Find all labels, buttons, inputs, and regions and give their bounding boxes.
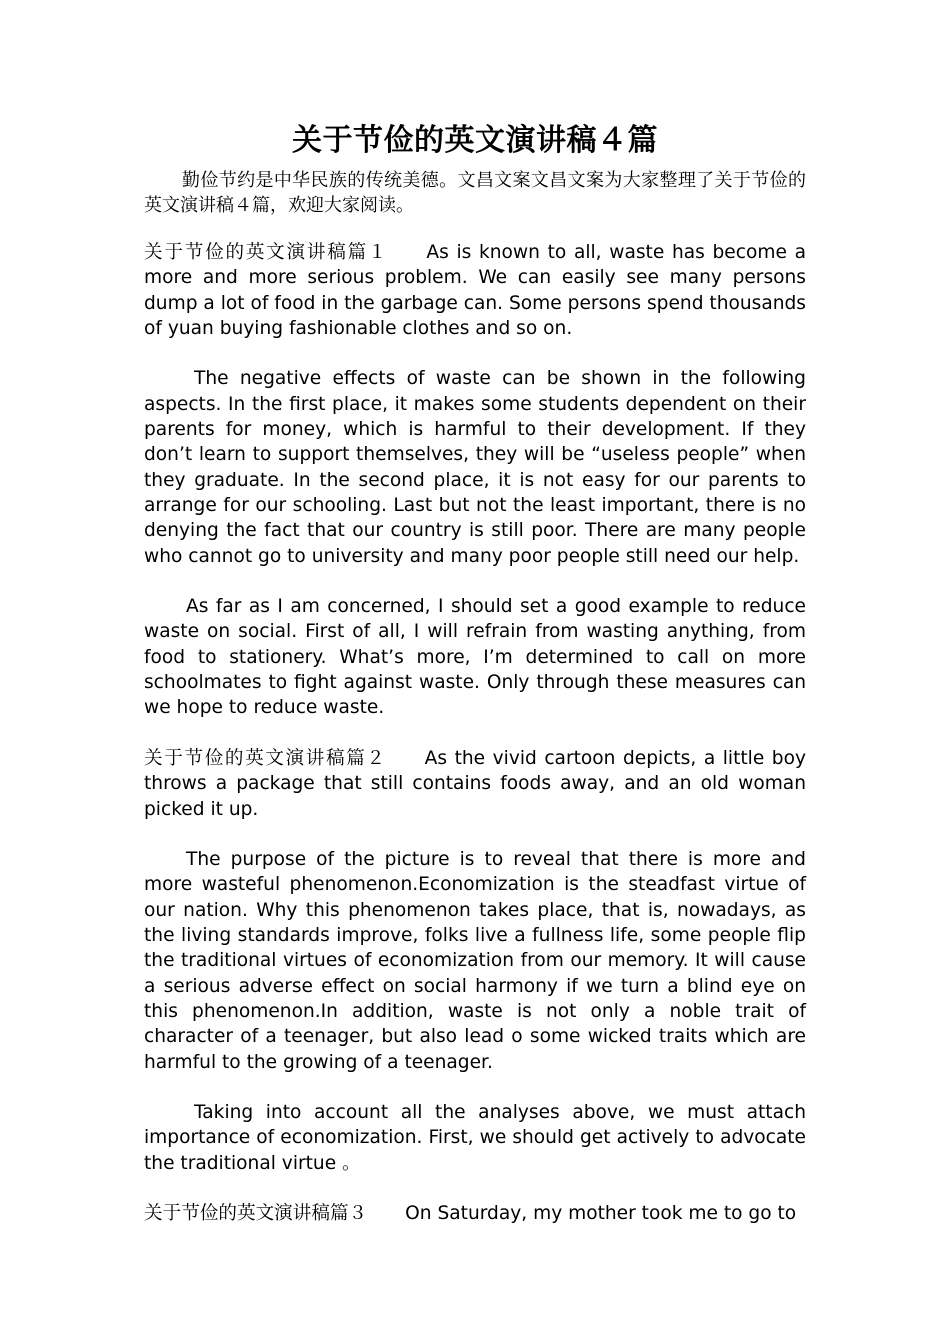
document-title: 关于节俭的英文演讲稿４篇 [292, 123, 658, 158]
section-2-paragraph-1: The purpose of the picture is to reveal that there is more and more wasteful phenomenon.Economization is the steadfast virtue of our nation. Why this phenomenon takes place, that is, nowadays, as the living standards improve, folks live a fullness life, some people flip the traditional virtues of economization from our memory. It will cause a serious adverse effect on social harmony if we turn a blind eye on this phenomenon.In addition, waste is not only a noble trait of character of a teenager, but also lead o some wicked traits which are harmful to the growing of a teenager. [144, 849, 806, 1073]
section-1-paragraph-2: As far as I am concerned, I should set a good example to reduce waste on social. First of all, I will refrain from wasting anything, from food to stationery. What’s more, I’m determined to call on more schoolmates to fight against waste. Only through these measures can we hope to reduce waste. [144, 596, 806, 719]
section-3-heading: 关于节俭的英文演讲稿篇３ [144, 1203, 368, 1225]
spacer [144, 218, 806, 240]
section-1-first-text: As is known to all, waste has become a more and more serious problem. We can easily see many persons dump a lot of food in the garbage can. Some persons spend thousands of yuan buying fashionable clothes and so on. [144, 242, 806, 339]
intro-paragraph: 勤俭节约是中华民族的传统美德。文昌文案文昌文案为大家整理了关于节俭的英文演讲稿４篇，欢迎大家阅读。 [144, 170, 806, 216]
section-2-first-text: As the vivid cartoon depicts, a little boy throws a package that still contains foods away, and an old woman picked it up. [144, 747, 806, 820]
spacer [144, 569, 806, 594]
section-3-first-paragraph [144, 1201, 806, 1226]
spacer [144, 721, 806, 746]
spacer [144, 341, 806, 366]
section-1-paragraph-1: The negative effects of waste can be shown in the following aspects. In the first place, it makes some students dependent on their parents for money, which is harmful to their development. If they don’t learn to support themselves, they will be “useless people” when they graduate. In the second place, it is not easy for our parents to arrange for our schooling. Last but not the least important, there is no denying the fact that our country is still poor. There are many people who cannot go to university and many poor people still need our help. [144, 368, 806, 567]
section-2-heading: 关于节俭的英文演讲稿篇２ [144, 747, 387, 769]
section-3-first-text: On Saturday, my mother took me to go to [405, 1203, 797, 1225]
spacer [144, 1176, 806, 1201]
document-page [144, 0, 806, 1227]
section-2-paragraph-2: Taking into account all the analyses above, we must attach importance of economization. First, we should get actively to advocate the traditional virtue 。 [144, 1102, 806, 1174]
spacer [144, 1075, 806, 1100]
section-1-first-paragraph [144, 240, 806, 341]
section-2-first-paragraph [144, 746, 806, 822]
section-1-heading: 关于节俭的英文演讲稿篇１ [144, 242, 389, 263]
spacer [144, 822, 806, 847]
